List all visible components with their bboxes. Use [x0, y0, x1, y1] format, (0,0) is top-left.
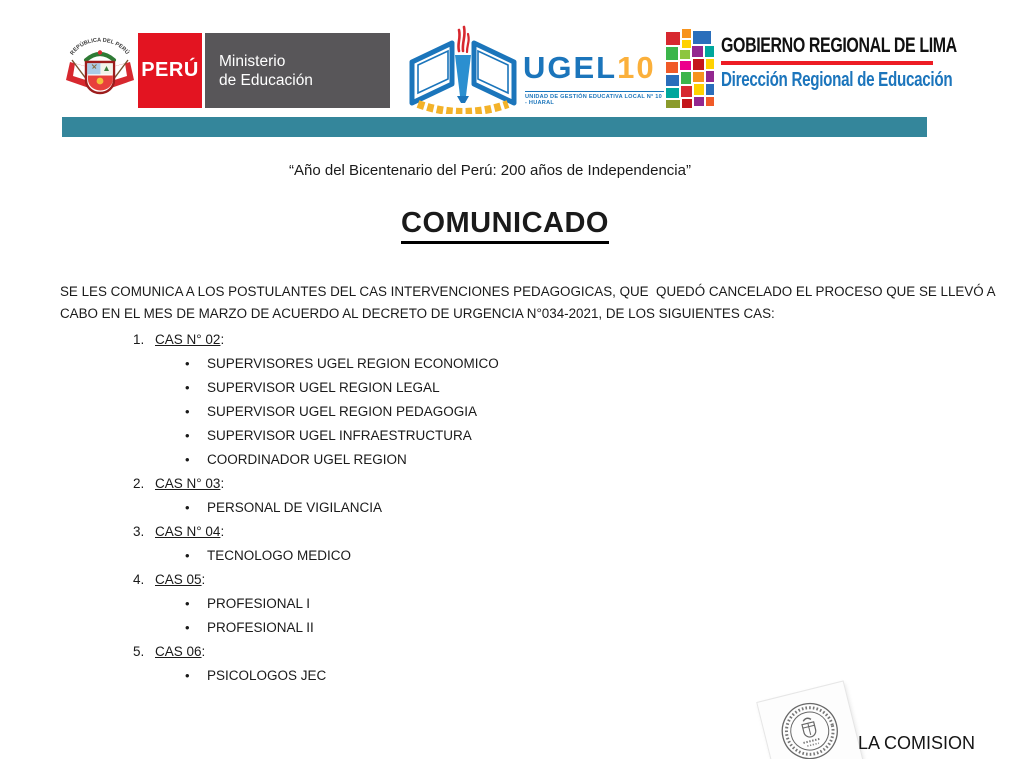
stamp-seal-icon: [757, 682, 862, 759]
item-label: CAS N° 02: [155, 332, 221, 347]
cas-item-5: [0, 640, 920, 664]
bullet-icon: •: [185, 380, 190, 395]
item-number: 4.: [133, 572, 145, 587]
gore-subtitle: Dirección Regional de Educación: [721, 69, 953, 91]
list-item: [0, 616, 920, 640]
ugel-number: 10: [617, 50, 656, 85]
peru-coat-of-arms-icon: [62, 30, 138, 110]
bullet-icon: •: [185, 596, 190, 611]
bullet-text: SUPERVISOR UGEL REGION LEGAL: [207, 380, 440, 395]
item-colon: :: [220, 524, 225, 539]
item-colon: :: [201, 644, 206, 659]
bullet-text: SUPERVISORES UGEL REGION ECONOMICO: [207, 356, 499, 371]
book-torch-icon: [404, 24, 522, 114]
page-title: [0, 207, 1010, 244]
bullet-text: PROFESIONAL II: [207, 620, 314, 635]
list-item: [0, 400, 920, 424]
item-label: CAS 05: [155, 572, 202, 587]
cas-item-3: [0, 520, 920, 544]
gore-lima-logo: [664, 28, 957, 112]
bullet-text: PSICOLOGOS JEC: [207, 668, 327, 683]
item-label: CAS N° 04: [155, 524, 221, 539]
cas-item-2: [0, 472, 920, 496]
list-item: [0, 592, 920, 616]
signature-line: LA COMISION: [858, 733, 976, 753]
ugel-wordmark: [523, 50, 656, 86]
bullet-text: PERSONAL DE VIGILANCIA: [207, 500, 383, 515]
item-colon: :: [220, 332, 225, 347]
peru-red-box: [138, 33, 202, 108]
bullet-icon: •: [185, 404, 190, 419]
ugel10-logo: [404, 24, 664, 114]
bullet-text: SUPERVISOR UGEL REGION PEDAGOGIA: [207, 404, 478, 419]
list-item: [0, 496, 920, 520]
list-item: [0, 664, 920, 688]
item-number: 5.: [133, 644, 145, 659]
ugel-acronym: UGEL: [523, 50, 618, 85]
page-title-text: COMUNICADO: [401, 207, 609, 244]
peru-label: PERÚ: [141, 59, 199, 81]
ministry-line1: Ministerio: [219, 52, 286, 70]
bullet-text: PROFESIONAL I: [207, 596, 311, 611]
ministry-box: [205, 33, 390, 108]
bullet-icon: •: [185, 356, 190, 371]
gore-title: GOBIERNO REGIONAL DE LIMA: [721, 34, 957, 57]
bullet-text: SUPERVISOR UGEL INFRAESTRUCTURA: [207, 428, 472, 443]
list-item: [0, 352, 920, 376]
list-item: [0, 544, 920, 568]
bullet-text: COORDINADOR UGEL REGION: [207, 452, 407, 467]
gore-red-divider: [721, 61, 933, 65]
ministry-line2: de Educación: [219, 71, 313, 89]
list-item: [0, 376, 920, 400]
cas-item-4: [0, 568, 920, 592]
bullet-icon: •: [185, 428, 190, 443]
item-number: 3.: [133, 524, 145, 539]
item-colon: :: [201, 572, 206, 587]
bullet-icon: •: [185, 452, 190, 467]
teal-divider-bar: [62, 117, 927, 137]
year-motto: “Año del Bicentenario del Perú: 200 años de Independencia”: [289, 162, 691, 179]
bullet-text: TECNOLOGO MEDICO: [207, 548, 352, 563]
item-colon: :: [220, 476, 225, 491]
official-stamp: [757, 682, 862, 759]
item-label: CAS 06: [155, 644, 202, 659]
ugel-subtitle: UNIDAD DE GESTIÓN EDUCATIVA LOCAL N° 10 - HUARAL: [525, 91, 664, 106]
bullet-icon: •: [185, 668, 190, 683]
item-number: 1.: [133, 332, 145, 347]
announcement-paragraph: SE LES COMUNICA A LOS POSTULANTES DEL CAS INTERVENCIONES PEDAGOGICAS, QUE QUEDÓ CANCELADO EL PROCESO QUE SE LLEVÓ A CABO EN EL MES DE MARZO DE ACUERDO AL DECRETO DE URGENCIA N°034-2021, DE LOS SIGUIENTES CAS:: [60, 284, 999, 321]
cas-item-1: [0, 328, 920, 352]
gore-mosaic-icon: [664, 29, 716, 109]
cas-list: [0, 328, 920, 688]
bullet-icon: •: [185, 500, 190, 515]
list-item: [0, 448, 920, 472]
item-label: CAS N° 03: [155, 476, 221, 491]
arms-caption: REPÚBLICA DEL PERÚ: [69, 37, 130, 57]
bullet-icon: •: [185, 620, 190, 635]
list-item: [0, 424, 920, 448]
bullet-icon: •: [185, 548, 190, 563]
item-number: 2.: [133, 476, 145, 491]
